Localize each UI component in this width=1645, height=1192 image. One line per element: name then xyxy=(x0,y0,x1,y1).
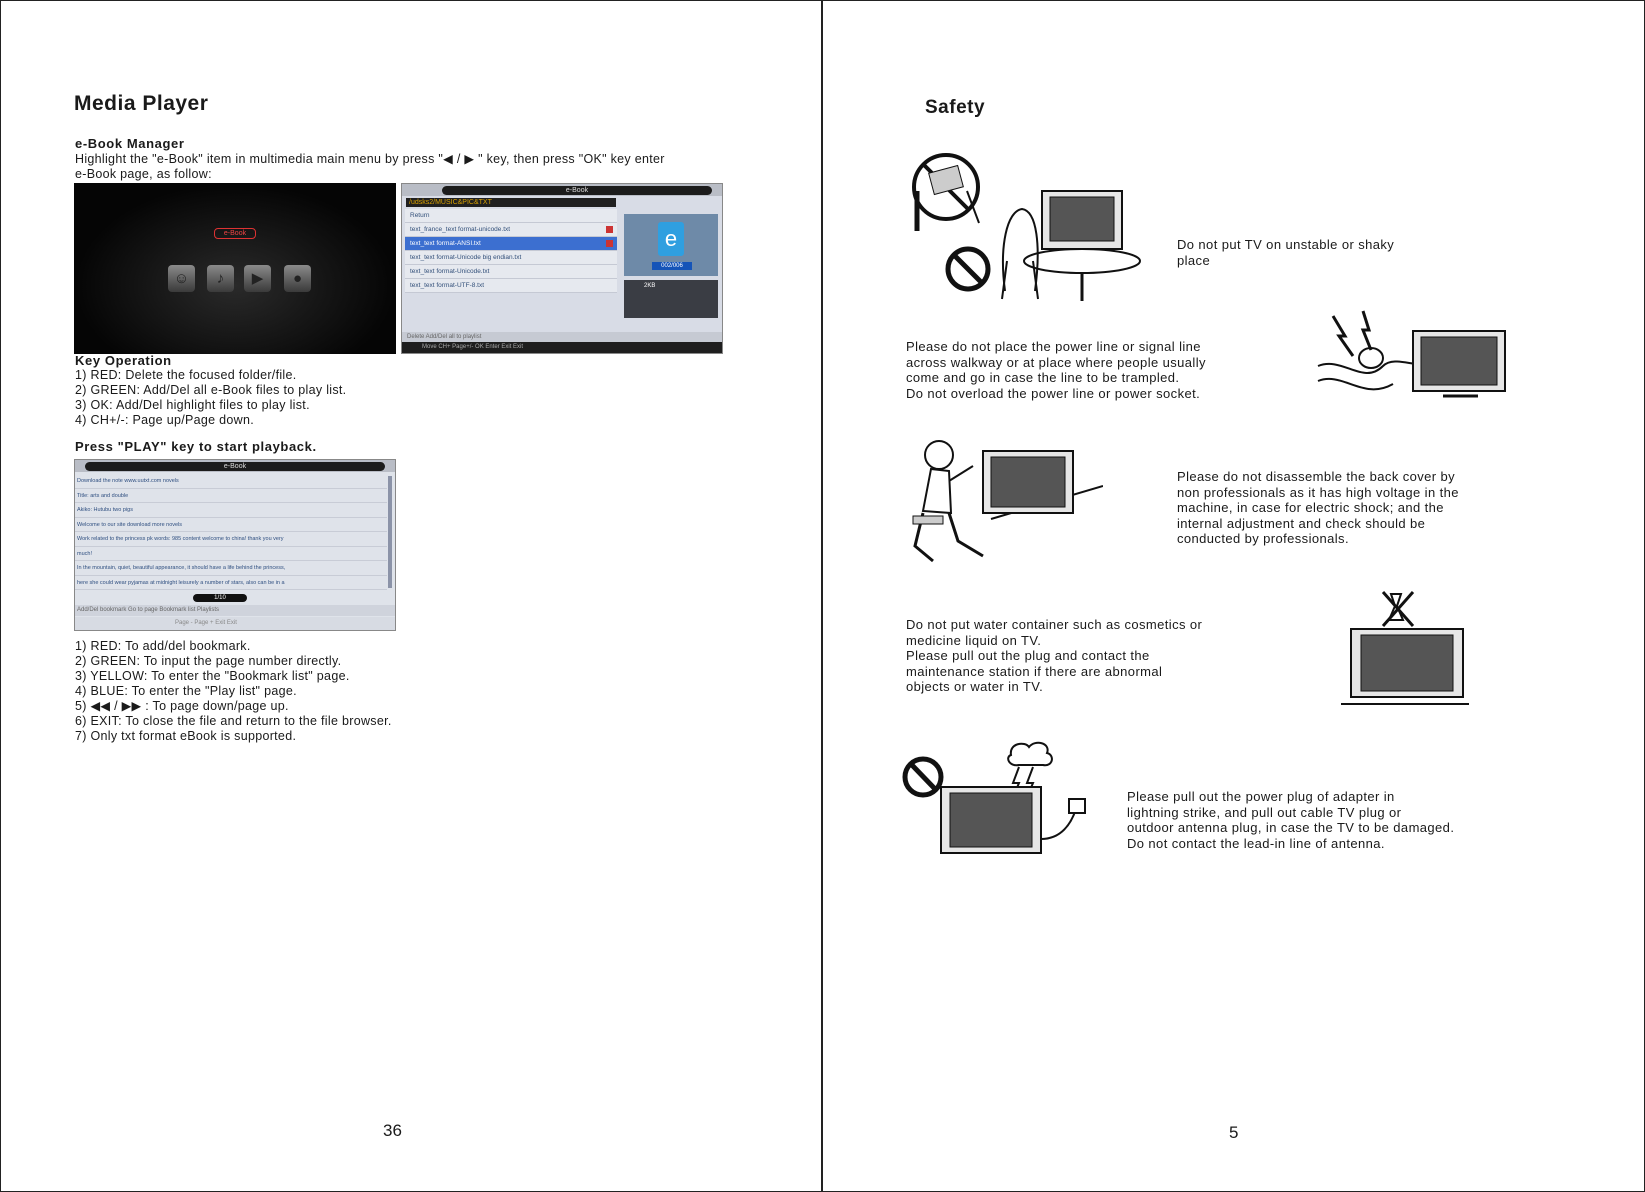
music-icon: ♪ xyxy=(207,265,234,292)
safety-line: Do not put water container such as cosmetics or xyxy=(906,617,1203,632)
safety-line: Please pull out the plug and contact the xyxy=(906,648,1150,664)
text-line: here she could wear pyjamas at midnight leisurely a number of stars, also can be in a xyxy=(75,576,387,591)
file-list xyxy=(405,209,617,293)
safety-line: objects or water in TV. xyxy=(906,679,1044,695)
checked-icon xyxy=(606,240,613,247)
safety-line: come and go in case the line to be trampled. xyxy=(906,370,1180,386)
safety-line: maintenance station if there are abnormal xyxy=(906,663,1163,679)
screen-title: e-Book xyxy=(442,186,712,195)
safety-line: Please pull out the power plug of adapter in xyxy=(1127,789,1395,804)
safety-item-5 xyxy=(1127,789,1454,851)
play-op-2: 2) GREEN: To input the page number directly. xyxy=(75,654,342,668)
safety-line: Do not overload the power line or power socket. xyxy=(906,385,1201,401)
intro-line-1: Highlight the "e-Book" item in multimedia main menu by press "◀ / ▶ " key, then press "OK" key enter xyxy=(75,152,665,166)
page-number: 5 xyxy=(1229,1123,1239,1142)
left-page xyxy=(0,0,822,1192)
key-op-2: 2) GREEN: Add/Del all e-Book files to play list. xyxy=(75,383,347,397)
safety-line: Please do not place the power line or signal line xyxy=(906,339,1201,354)
key-op-3: 3) OK: Add/Del highlight files to play list. xyxy=(75,398,310,412)
safety-item-4 xyxy=(906,617,1202,695)
safety-line: lightning strike, and pull out cable TV plug or xyxy=(1127,804,1402,820)
right-page xyxy=(822,0,1645,1192)
file-row: text_text format-Unicode big endian.txt xyxy=(405,251,617,265)
play-op-1: 1) RED: To add/del bookmark. xyxy=(75,639,251,653)
safety-line: machine, in case for electric shock; and the xyxy=(1177,500,1444,516)
lightning-unplug-illustration xyxy=(901,739,1111,859)
screen-title: e-Book xyxy=(85,462,385,471)
page-title: Safety xyxy=(925,97,986,118)
safety-line: medicine liquid on TV. xyxy=(906,632,1042,648)
file-row: text_text format-UTF-8.txt xyxy=(405,279,617,293)
play-title: Press "PLAY" key to start playback. xyxy=(75,439,317,454)
file-row-highlighted xyxy=(405,237,617,251)
color-key-footer: Add/Del bookmark Go to page Bookmark list Playlists xyxy=(75,605,395,616)
safety-line: place xyxy=(1177,252,1211,268)
safety-line: conducted by professionals. xyxy=(1177,531,1349,547)
play-op-7: 7) Only txt format eBook is supported. xyxy=(75,729,297,743)
power-line-illustration xyxy=(1313,306,1513,416)
screenshot-ebook-reader xyxy=(74,459,396,631)
safety-line: Do not contact the lead-in line of antenna. xyxy=(1127,835,1385,851)
page-number: 36 xyxy=(383,1121,402,1140)
intro-line-2: e-Book page, as follow: xyxy=(75,167,212,181)
key-op-4: 4) CH+/-: Page up/Page down. xyxy=(75,413,254,427)
color-key-footer: Delete Add/Del all to playlist xyxy=(402,332,722,342)
text-line: Download the note www.uutxt.com novels xyxy=(75,474,387,489)
nav-key-footer: Page - Page + Exit Exit xyxy=(75,617,395,630)
photo-icon: ☺ xyxy=(168,265,195,292)
reader-text xyxy=(75,474,387,590)
file-name: text_france_text format-unicode.txt xyxy=(410,226,511,233)
text-line: In the mountain, quiet, beautiful appearance, it should have a life behind the princess, xyxy=(75,561,387,576)
file-counter: 002/006 xyxy=(652,262,692,270)
file-row-return: Return xyxy=(405,209,617,223)
ebook-icon: ● xyxy=(284,265,311,292)
text-line: Title: arts and double xyxy=(75,489,387,504)
file-preview xyxy=(624,214,718,276)
play-op-4: 4) BLUE: To enter the "Play list" page. xyxy=(75,684,297,698)
safety-line: Please do not disassemble the back cover by xyxy=(1177,469,1456,484)
file-name: text_text format-ANSI.txt xyxy=(410,240,481,247)
play-op-3: 3) YELLOW: To enter the "Bookmark list" page. xyxy=(75,669,350,683)
ebook-file-icon: e xyxy=(658,222,684,256)
water-container-illustration xyxy=(1341,586,1471,711)
screenshot-main-menu xyxy=(74,183,396,354)
text-line: Work related to the princess pk words: 985 content welcome to china! thank you very xyxy=(75,532,387,547)
play-op-5: 5) ◀◀ / ▶▶ : To page down/page up. xyxy=(75,699,289,713)
nav-key-footer: Move CH+ Page+/- OK Enter Exit Exit xyxy=(402,342,722,353)
file-row: text_text format-Unicode.txt xyxy=(405,265,617,279)
safety-item-1 xyxy=(1177,237,1394,268)
safety-line: outdoor antenna plug, in case the TV to be damaged. xyxy=(1127,820,1455,836)
safety-item-3 xyxy=(1177,469,1459,547)
page-title: Media Player xyxy=(74,92,209,115)
unstable-place-illustration xyxy=(907,151,1157,306)
play-op-6: 6) EXIT: To close the file and return to the file browser. xyxy=(75,714,392,728)
movie-icon: ▶ xyxy=(244,265,271,292)
screenshot-ebook-file-list xyxy=(401,183,723,354)
file-size: 2KB xyxy=(644,283,656,289)
text-line: much! xyxy=(75,547,387,562)
scrollbar xyxy=(388,476,392,588)
key-op-1: 1) RED: Delete the focused folder/file. xyxy=(75,368,297,382)
disassemble-back-cover-illustration xyxy=(903,431,1103,576)
file-info xyxy=(624,280,718,318)
page-indicator: 1/10 xyxy=(193,594,247,602)
text-line: Akiko: Hutubu two pigs xyxy=(75,503,387,518)
text-line: Welcome to our site download more novels xyxy=(75,518,387,533)
file-row xyxy=(405,223,617,237)
section-title-ebook: e-Book Manager xyxy=(75,136,185,151)
safety-line: internal adjustment and check should be xyxy=(1177,515,1426,531)
folder-path: /udsks2/MUSIC&PIC&TXT xyxy=(406,198,616,207)
safety-line: Do not put TV on unstable or shaky xyxy=(1177,237,1395,252)
title-bar xyxy=(75,460,395,472)
checked-icon xyxy=(606,226,613,233)
safety-item-2 xyxy=(906,339,1206,401)
title-bar xyxy=(402,184,722,196)
ebook-menu-label: e-Book xyxy=(214,228,256,239)
safety-line: across walkway or at place where people usually xyxy=(906,354,1206,370)
key-operation-title: Key Operation xyxy=(75,353,172,368)
safety-line: non professionals as it has high voltage in the xyxy=(1177,484,1459,500)
